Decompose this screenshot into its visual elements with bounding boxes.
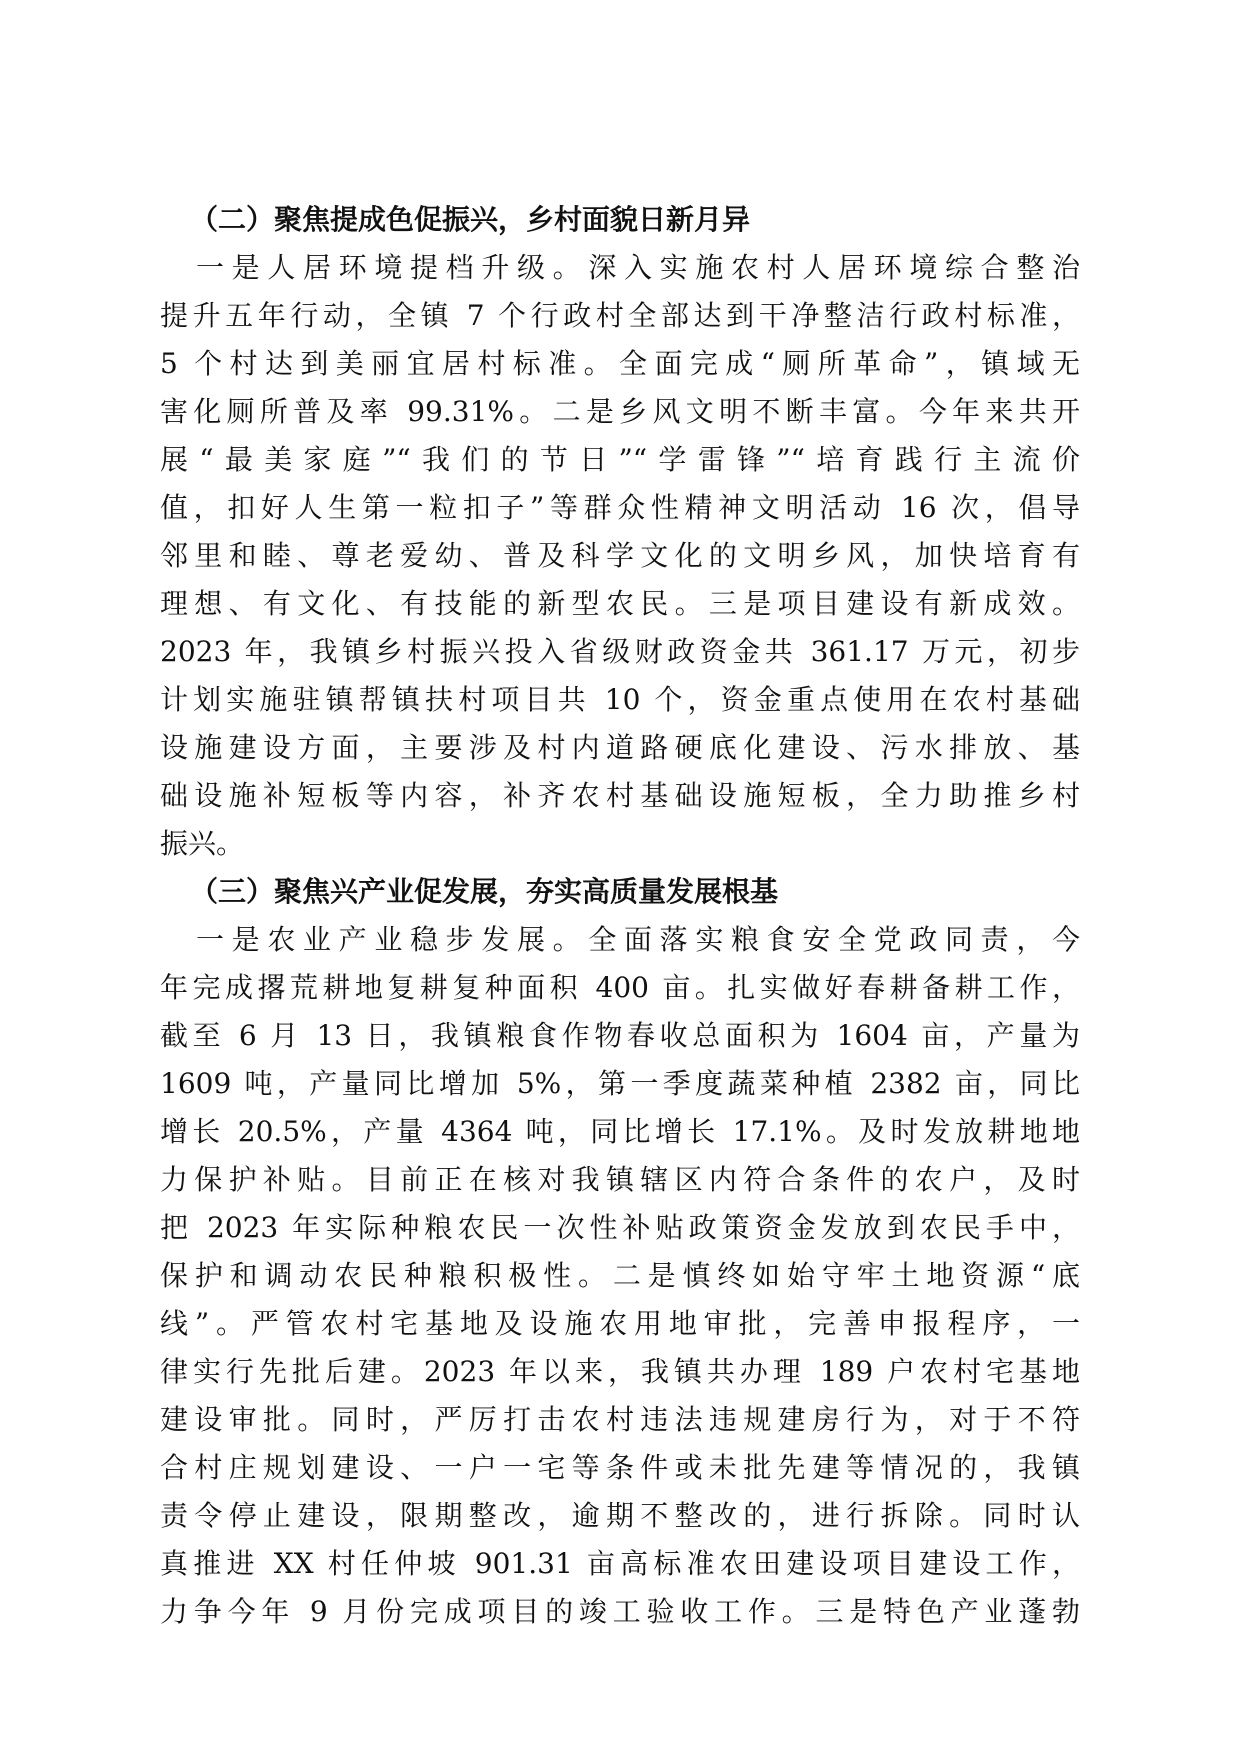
paragraph-line: 合村庄规划建设、一户一宅等条件或未批先建等情况的，我镇 [160, 1451, 1080, 1484]
paragraph-line: 一是农业产业稳步发展。全面落实粮食安全党政同责，今 [196, 923, 1080, 956]
paragraph-line: 保护和调动农民种粮积极性。二是慎终如始守牢土地资源“底 [160, 1259, 1080, 1292]
paragraph-line: 值，扣好人生第一粒扣子”等群众性精神文明活动 16 次，倡导 [160, 491, 1080, 524]
paragraph-line: 责令停止建设，限期整改，逾期不整改的，进行拆除。同时认 [160, 1499, 1080, 1532]
section-3-body [160, 916, 1080, 1636]
paragraph-line: 力争今年 9 月份完成项目的竣工验收工作。三是特色产业蓬勃 [160, 1595, 1080, 1628]
paragraph-line: 律实行先批后建。2023 年以来，我镇共办理 189 户农村宅基地 [160, 1355, 1080, 1388]
paragraph-line: 年完成撂荒耕地复耕复种面积 400 亩。扎实做好春耕备耕工作， [160, 971, 1080, 1004]
paragraph-line: 真推进 XX 村任仲坡 901.31 亩高标准农田建设项目建设工作， [160, 1547, 1080, 1580]
section-3-heading: （三）聚焦兴产业促发展，夯实高质量发展根基 [190, 875, 779, 908]
paragraph-line: 截至 6 月 13 日，我镇粮食作物春收总面积为 1604 亩，产量为 [160, 1019, 1080, 1052]
paragraph-line: 振兴。 [160, 827, 245, 860]
paragraph-line: 把 2023 年实际种粮农民一次性补贴政策资金发放到农民手中， [160, 1211, 1080, 1244]
document-page [160, 196, 1080, 1636]
paragraph-line: 邻里和睦、尊老爱幼、普及科学文化的文明乡风，加快培育有 [160, 539, 1080, 572]
paragraph-line: 5 个村达到美丽宜居村标准。全面完成“厕所革命”，镇域无 [160, 347, 1080, 380]
paragraph-line: 一是人居环境提档升级。深入实施农村人居环境综合整治 [196, 251, 1080, 284]
paragraph-line: 力保护补贴。目前正在核对我镇辖区内符合条件的农户，及时 [160, 1163, 1080, 1196]
paragraph-line: 害化厕所普及率 99.31%。二是乡风文明不断丰富。今年来共开 [160, 395, 1080, 428]
section-2-body [160, 244, 1080, 868]
paragraph-line: 增长 20.5%，产量 4364 吨，同比增长 17.1%。及时发放耕地地 [160, 1115, 1080, 1148]
paragraph-line: 设施建设方面，主要涉及村内道路硬底化建设、污水排放、基 [160, 731, 1080, 764]
section-2-heading: （二）聚焦提成色促振兴，乡村面貌日新月异 [190, 203, 751, 236]
paragraph-line: 计划实施驻镇帮镇扶村项目共 10 个，资金重点使用在农村基础 [160, 683, 1080, 716]
paragraph-line: 础设施补短板等内容，补齐农村基础设施短板，全力助推乡村 [160, 779, 1080, 812]
paragraph-line: 展“最美家庭”“我们的节日”“学雷锋”“培育践行主流价 [160, 443, 1080, 476]
paragraph-line: 提升五年行动，全镇 7 个行政村全部达到干净整洁行政村标准， [160, 299, 1080, 332]
paragraph-line: 理想、有文化、有技能的新型农民。三是项目建设有新成效。 [160, 587, 1080, 620]
paragraph-line: 1609 吨，产量同比增加 5%，第一季度蔬菜种植 2382 亩，同比 [160, 1067, 1080, 1100]
paragraph-line: 建设审批。同时，严厉打击农村违法违规建房行为，对于不符 [160, 1403, 1080, 1436]
paragraph-line: 2023 年，我镇乡村振兴投入省级财政资金共 361.17 万元，初步 [160, 635, 1080, 668]
paragraph-line: 线”。严管农村宅基地及设施农用地审批，完善申报程序，一 [160, 1307, 1080, 1340]
